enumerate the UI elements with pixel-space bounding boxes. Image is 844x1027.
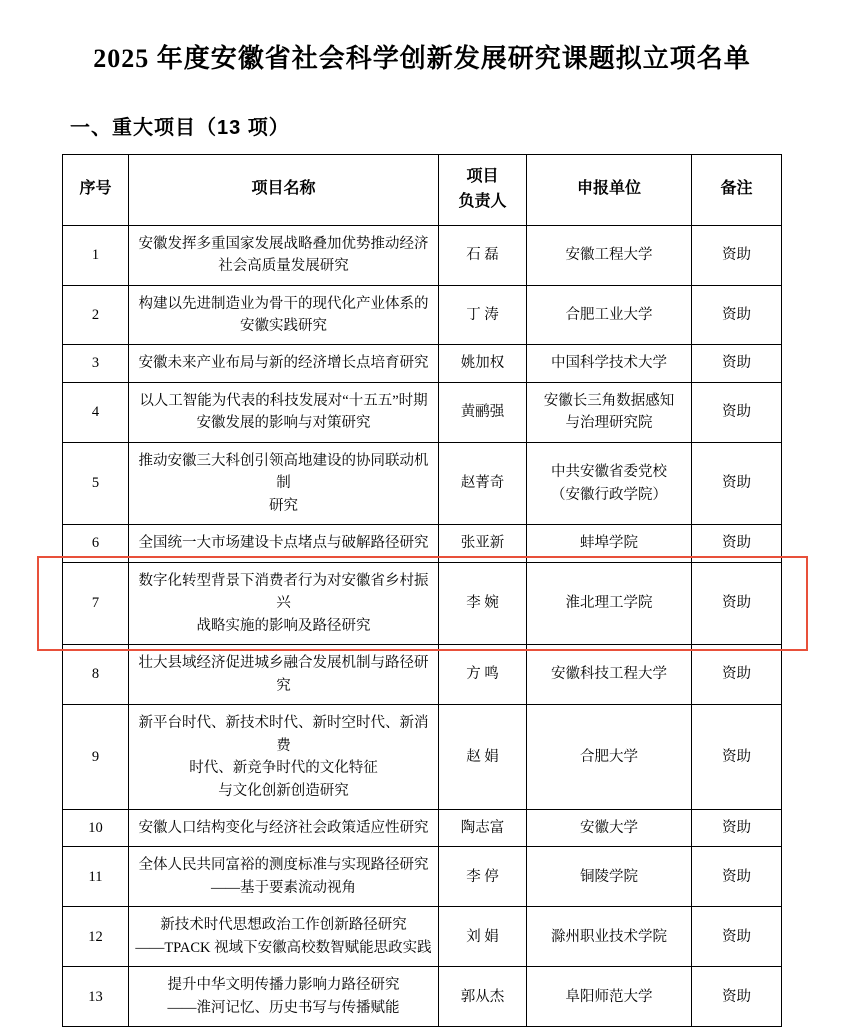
page-title: 2025 年度安徽省社会科学创新发展研究课题拟立项名单: [93, 44, 751, 73]
cell-project-name: [129, 225, 439, 285]
cell-project-name: [129, 285, 439, 345]
cell-note: 资助: [692, 907, 782, 967]
unit-line: 安徽大学: [580, 819, 638, 836]
project-name-line: 研究: [269, 497, 298, 514]
cell-unit: [527, 525, 692, 562]
project-name-line: 壮大县域经济促进城乡融合发展机制与路径研究: [138, 655, 429, 694]
unit-line: （安徽行政学院）: [551, 486, 667, 503]
cell-unit: [527, 907, 692, 967]
project-name-line: 全体人民共同富裕的测度标准与实现路径研究: [138, 857, 429, 874]
cell-note: 资助: [692, 645, 782, 705]
project-name-line: 全国统一大市场建设卡点堵点与破解路径研究: [138, 535, 429, 552]
table-body: [63, 225, 782, 1027]
cell-seq: 9: [63, 705, 129, 810]
cell-note: 资助: [692, 285, 782, 345]
unit-line: 安徽长三角数据感知: [543, 392, 675, 409]
cell-unit: [527, 225, 692, 285]
cell-unit: [527, 345, 692, 382]
project-name-line: 与文化创新创造研究: [218, 782, 349, 799]
cell-seq: 7: [63, 562, 129, 644]
unit-line: 中共安徽省委党校: [551, 464, 667, 481]
project-name-line: 新技术时代思想政治工作创新路径研究: [160, 917, 407, 934]
table-row: [63, 907, 782, 967]
cell-owner: 赵菁奇: [439, 442, 527, 524]
cell-unit: [527, 382, 692, 442]
cell-owner: 姚加权: [439, 345, 527, 382]
cell-seq: 2: [63, 285, 129, 345]
cell-project-name: [129, 645, 439, 705]
table-row: [63, 345, 782, 382]
project-name-line: 以人工智能为代表的科技发展对“十五五”时期: [139, 392, 428, 409]
cell-owner: 陶志富: [439, 809, 527, 846]
cell-owner: 方 鸣: [439, 645, 527, 705]
cell-project-name: [129, 809, 439, 846]
unit-line: 滁州职业技术学院: [551, 928, 667, 945]
cell-seq: 12: [63, 907, 129, 967]
project-list-table: [62, 154, 782, 1027]
cell-unit: [527, 809, 692, 846]
project-name-line: 社会高质量发展研究: [218, 258, 349, 275]
cell-seq: 1: [63, 225, 129, 285]
project-name-line: 数字化转型背景下消费者行为对安徽省乡村振兴: [138, 572, 429, 612]
project-name-line: ——淮河记忆、历史书写与传播赋能: [167, 999, 400, 1016]
cell-owner: 石 磊: [439, 225, 527, 285]
unit-line: 淮北理工学院: [565, 595, 653, 612]
cell-project-name: [129, 382, 439, 442]
cell-note: 资助: [692, 705, 782, 810]
table-row: [63, 442, 782, 524]
unit-line: 与治理研究院: [565, 415, 653, 432]
cell-note: 资助: [692, 442, 782, 524]
section-heading: 一、重大项目（13 项）: [70, 117, 290, 139]
table-row: [63, 525, 782, 562]
cell-project-name: [129, 442, 439, 524]
cell-seq: 5: [63, 442, 129, 524]
project-name-line: 时代、新竞争时代的文化特征: [189, 760, 378, 777]
project-name-line: 新平台时代、新技术时代、新时空时代、新消费: [138, 715, 429, 754]
unit-line: 合肥大学: [580, 748, 638, 765]
cell-owner: 赵 娟: [439, 705, 527, 810]
cell-note: 资助: [692, 562, 782, 644]
cell-project-name: [129, 907, 439, 967]
table-row: [63, 809, 782, 846]
cell-unit: [527, 967, 692, 1027]
cell-unit: [527, 285, 692, 345]
document-page: [0, 30, 844, 1016]
cell-owner: 刘 娟: [439, 907, 527, 967]
cell-owner: 郭从杰: [439, 967, 527, 1027]
column-header-unit: 申报单位: [527, 155, 692, 226]
table-row: [63, 645, 782, 705]
project-name-line: ——TPACK 视域下安徽高校数智赋能思政实践: [135, 939, 432, 956]
table-row: [63, 705, 782, 810]
cell-unit: [527, 645, 692, 705]
cell-owner: 张亚新: [439, 525, 527, 562]
project-name-line: ——基于要素流动视角: [211, 879, 356, 896]
project-name-line: 安徽实践研究: [240, 318, 327, 334]
unit-line: 阜阳师范大学: [565, 988, 653, 1005]
unit-line: 中国科学技术大学: [551, 355, 667, 372]
cell-owner: 丁 涛: [439, 285, 527, 345]
unit-line: 合肥工业大学: [565, 306, 653, 323]
cell-note: 资助: [692, 809, 782, 846]
cell-note: 资助: [692, 967, 782, 1027]
unit-line: 安徽科技工程大学: [551, 666, 667, 683]
project-name-line: 安徽未来产业布局与新的经济增长点培育研究: [138, 355, 429, 372]
cell-unit: [527, 705, 692, 810]
table-row: [63, 285, 782, 345]
table-row: [63, 967, 782, 1027]
cell-seq: 11: [63, 847, 129, 907]
cell-note: 资助: [692, 525, 782, 562]
cell-note: 资助: [692, 225, 782, 285]
cell-seq: 13: [63, 967, 129, 1027]
cell-unit: [527, 442, 692, 524]
cell-seq: 8: [63, 645, 129, 705]
column-header-note: 备注: [692, 155, 782, 226]
column-header-seq: 序号: [63, 155, 129, 226]
table-row: [63, 225, 782, 285]
cell-seq: 6: [63, 525, 129, 562]
table-row: [63, 382, 782, 442]
cell-owner: 李 停: [439, 847, 527, 907]
cell-seq: 10: [63, 809, 129, 846]
cell-project-name: [129, 345, 439, 382]
table-row: [63, 847, 782, 907]
cell-note: 资助: [692, 345, 782, 382]
column-header-owner-line2: 负责人: [458, 192, 507, 210]
unit-line: 蚌埠学院: [580, 535, 638, 552]
project-name-line: 安徽发挥多重国家发展战略叠加优势推动经济: [138, 235, 429, 252]
table-row: [63, 562, 782, 644]
unit-line: 安徽工程大学: [565, 246, 653, 263]
cell-owner: 李 婉: [439, 562, 527, 644]
cell-project-name: [129, 525, 439, 562]
unit-line: 铜陵学院: [580, 868, 638, 885]
cell-note: 资助: [692, 847, 782, 907]
cell-project-name: [129, 847, 439, 907]
project-name-line: 提升中华文明传播力影响力路径研究: [167, 977, 400, 994]
project-name-line: 推动安徽三大科创引领高地建设的协同联动机制: [138, 452, 429, 492]
cell-project-name: [129, 967, 439, 1027]
column-header-owner: [439, 155, 527, 226]
cell-owner: 黄鹂强: [439, 382, 527, 442]
column-header-owner-line1: 项目: [466, 168, 499, 185]
cell-seq: 4: [63, 382, 129, 442]
project-name-line: 构建以先进制造业为骨干的现代化产业体系的: [138, 295, 429, 312]
project-name-line: 战略实施的影响及路径研究: [196, 617, 371, 634]
cell-project-name: [129, 705, 439, 810]
cell-unit: [527, 847, 692, 907]
cell-project-name: [129, 562, 439, 644]
cell-note: 资助: [692, 382, 782, 442]
cell-seq: 3: [63, 345, 129, 382]
project-name-line: 安徽发展的影响与对策研究: [196, 415, 371, 432]
table-header-row: [63, 155, 782, 226]
cell-unit: [527, 562, 692, 644]
project-name-line: 安徽人口结构变化与经济社会政策适应性研究: [138, 819, 429, 836]
column-header-name: 项目名称: [129, 155, 439, 226]
